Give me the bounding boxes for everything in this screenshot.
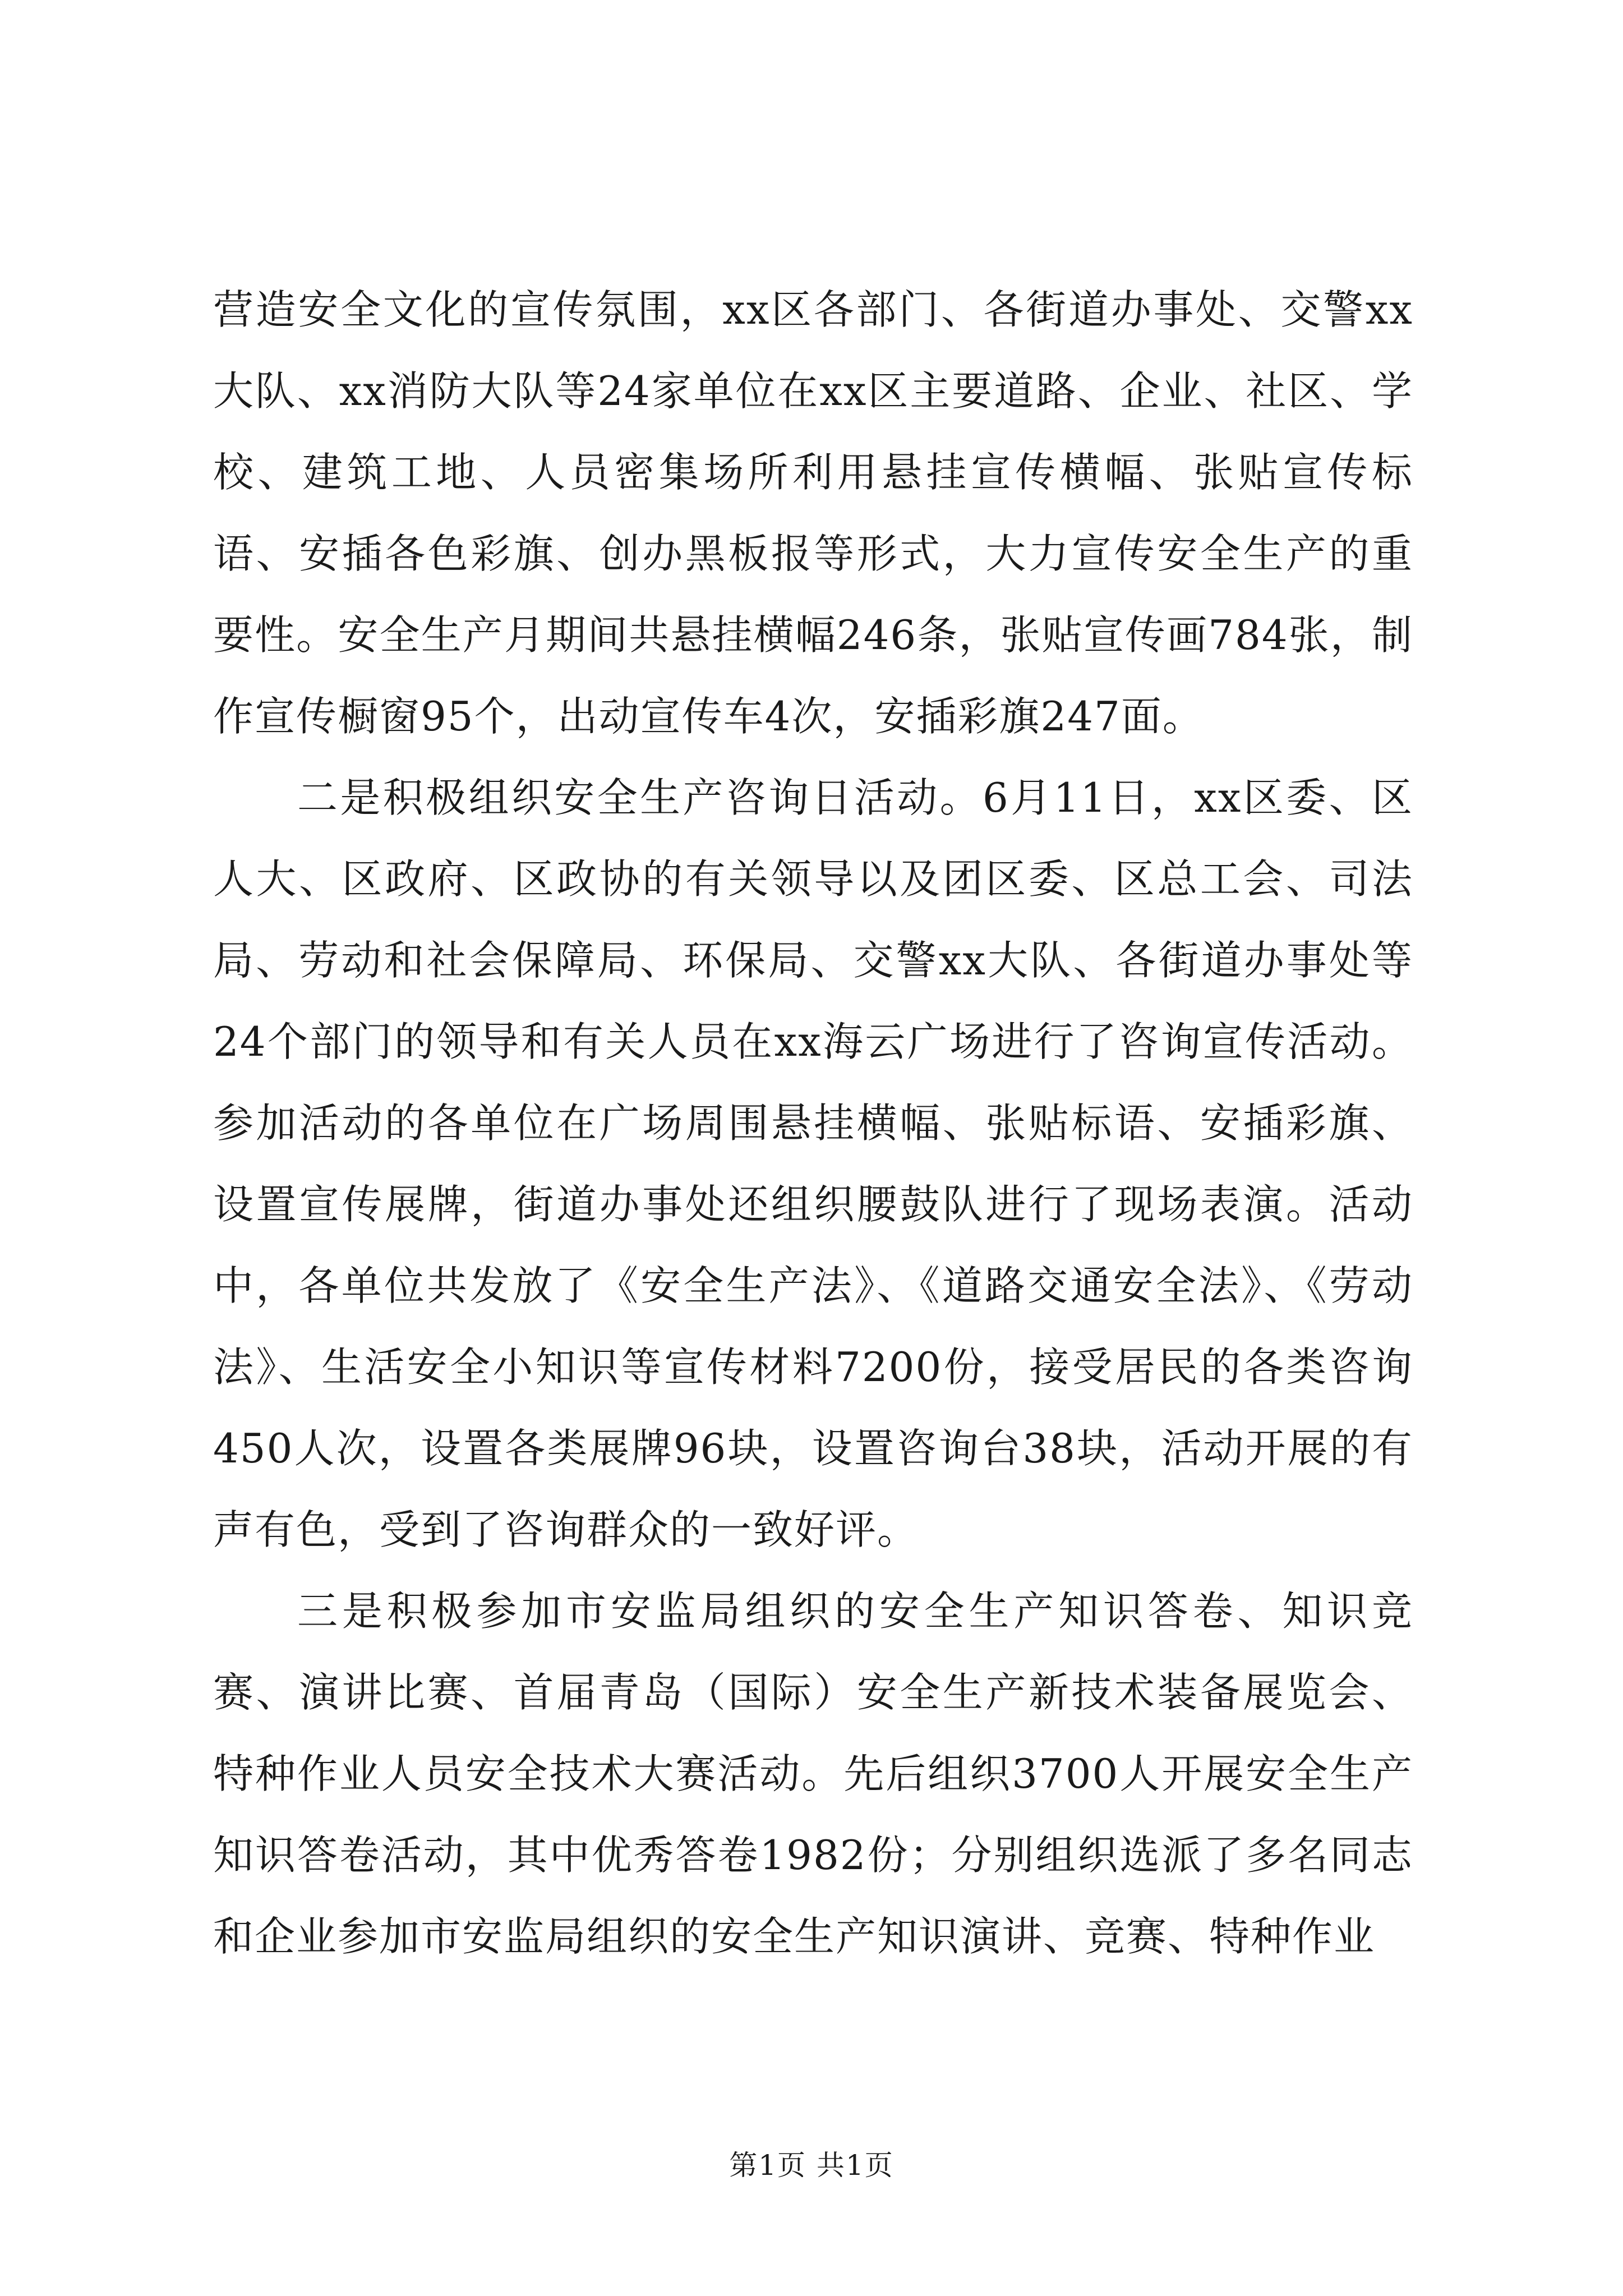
document-body [213,269,1413,1977]
paragraph-consultation-day: 二是积极组织安全生产咨询日活动。6月11日，xx区委、区人大、区政府、区政协的有关领导以及团区委、区总工会、司法局、劳动和社会保障局、环保局、交警xx大队、各街道办事处等24个部门的领导和有关人员在xx海云广场进行了咨询宣传活动。参加活动的各单位在广场周围悬挂横幅、张贴标语、安插彩旗、设置宣传展牌，街道办事处还组织腰鼓队进行了现场表演。活动中，各单位共发放了《安全生产法》、《道路交通安全法》、《劳动法》、生活安全小知识等宣传材料7200份，接受居民的各类咨询450人次，设置各类展牌96块，设置咨询台38块，活动开展的有声有色，受到了咨询群众的一致好评。 [213,774,1413,1553]
paragraph-continuation: 营造安全文化的宣传氛围，xx区各部门、各街道办事处、交警xx大队、xx消防大队等24家单位在xx区主要道路、企业、社区、学校、建筑工地、人员密集场所利用悬挂宣传横幅、张贴宣传标语、安插各色彩旗、创办黑板报等形式，大力宣传安全生产的重要性。安全生产月期间共悬挂横幅246条，张贴宣传画784张，制作宣传橱窗95个，出动宣传车4次，安插彩旗247面。 [213,286,1413,740]
paragraph-knowledge-contest: 三是积极参加市安监局组织的安全生产知识答卷、知识竞赛、演讲比赛、首届青岛（国际）安全生产新技术装备展览会、特种作业人员安全技术大赛活动。先后组织3700人开展安全生产知识答卷活动，其中优秀答卷1982份；分别组织选派了多名同志和企业参加市安监局组织的安全生产知识演讲、竞赛、特种作业 [213,1588,1413,1960]
page-footer: 第1页 共1页 [729,2149,894,2182]
